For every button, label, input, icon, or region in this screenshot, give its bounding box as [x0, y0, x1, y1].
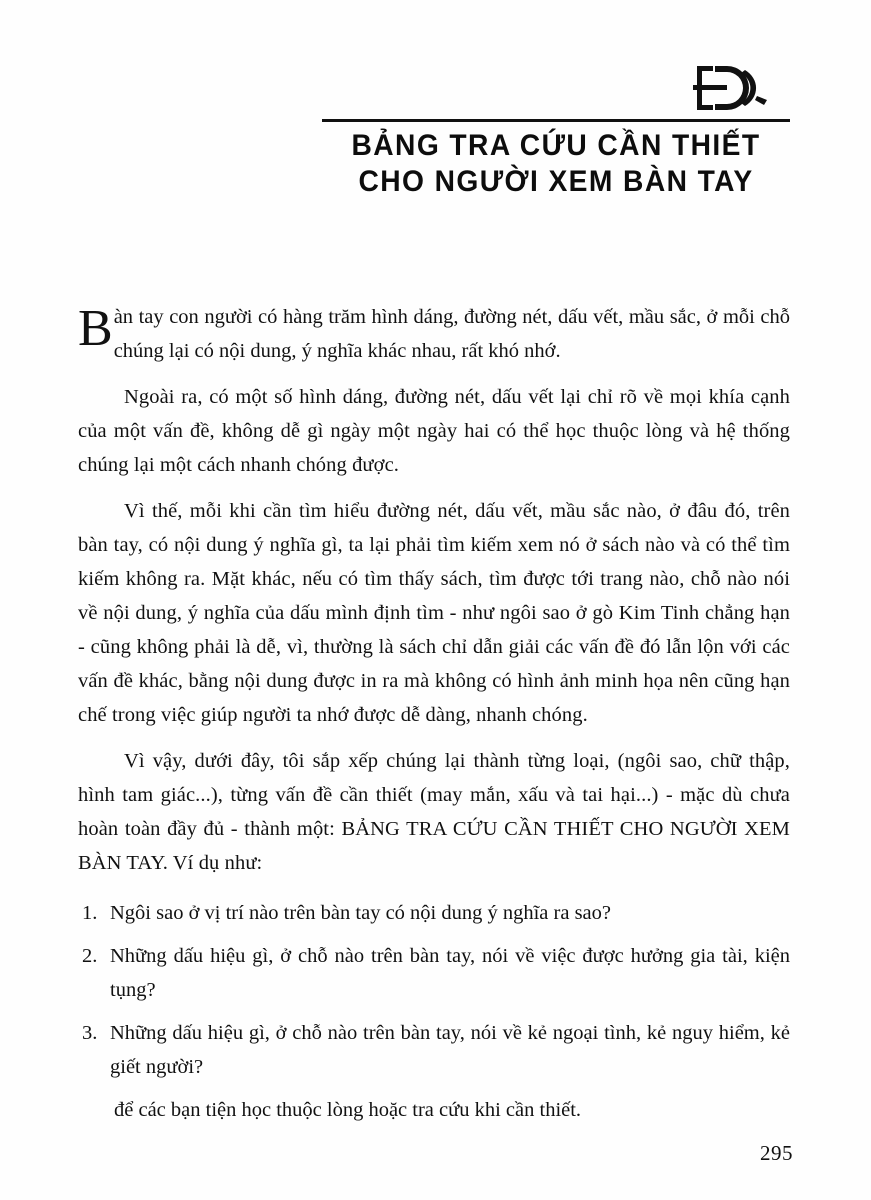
- list-item: [78, 896, 790, 930]
- page-title: [322, 128, 790, 200]
- header-divider: [322, 119, 790, 122]
- list-item-text: Những dấu hiệu gì, ở chỗ nào trên bàn tay, nói về việc được hưởng gia tài, kiện tụng?: [110, 945, 790, 1001]
- list-item: [78, 939, 790, 1007]
- page-title-line-2: CHO NGƯỜI XEM BÀN TAY: [358, 165, 754, 198]
- paragraph-1: [78, 300, 790, 368]
- paragraph-4: Vì vậy, dưới đây, tôi sắp xếp chúng lại thành từng loại, (ngôi sao, chữ thập, hình tam giác...), từng vấn đề cần thiết (may mắn, xấu và tai hại...) - mặc dù chưa hoàn toàn đầy đủ - thành một: BẢNG TRA CỨU CẦN THIẾT CHO NGƯỜI XEM BÀN TAY. Ví dụ như:: [78, 750, 790, 874]
- paragraph-2: Ngoài ra, có một số hình dáng, đường nét, dấu vết lại chỉ rõ về mọi khía cạnh của một vấn đề, không dễ gì ngày một ngày hai có thể học thuộc lòng và hệ thống chúng lại một cách nhanh chóng được.: [78, 386, 790, 476]
- paragraph-3: Vì thế, mỗi khi cần tìm hiểu đường nét, dấu vết, mầu sắc nào, ở đâu đó, trên bàn tay, có nội dung ý nghĩa gì, ta lại phải tìm kiếm xem nó ở sách nào và có thể tìm kiếm không ra. Mặt khác, nếu có tìm thấy sách, tìm được tới trang nào, chỗ nào nói về nội dung, ý nghĩa của dấu mình định tìm - như ngôi sao ở gò Kim Tinh chẳng hạn - cũng không phải là dễ, vì, thường là sách chỉ dẫn giải các vấn đề đó lẫn lộn với các vấn đề khác, bằng nội dung được in ra mà không có hình ảnh minh họa nên cũng hạn chế trong việc giúp người ta nhớ được dễ dàng, nhanh chóng.: [78, 500, 790, 726]
- page-title-line-1: BẢNG TRA CỨU CẦN THIẾT: [351, 129, 761, 162]
- list-item-text: Ngôi sao ở vị trí nào trên bàn tay có nội dung ý nghĩa ra sao?: [110, 902, 612, 924]
- drop-cap: B: [78, 300, 113, 357]
- paragraph-1-text: àn tay con người có hàng trăm hình dáng, đường nét, dấu vết, mầu sắc, ở mỗi chỗ chúng lại có nội dung, ý nghĩa khác nhau, rất khó nhớ.: [113, 306, 790, 362]
- list-item-number: 1.: [82, 902, 98, 924]
- list-item: [78, 1016, 790, 1084]
- body-text: [78, 300, 790, 1127]
- question-list: [78, 896, 790, 1084]
- list-item-number: 2.: [82, 945, 98, 967]
- closing-line: để các bạn tiện học thuộc lòng hoặc tra cứu khi cần thiết.: [114, 1099, 582, 1121]
- decorative-d-monogram-icon: [689, 62, 799, 120]
- list-item-text: Những dấu hiệu gì, ở chỗ nào trên bàn tay, nói về kẻ ngoại tình, kẻ nguy hiểm, kẻ giết người?: [110, 1022, 790, 1078]
- list-item-number: 3.: [82, 1022, 98, 1044]
- page-number: 295: [760, 1141, 793, 1165]
